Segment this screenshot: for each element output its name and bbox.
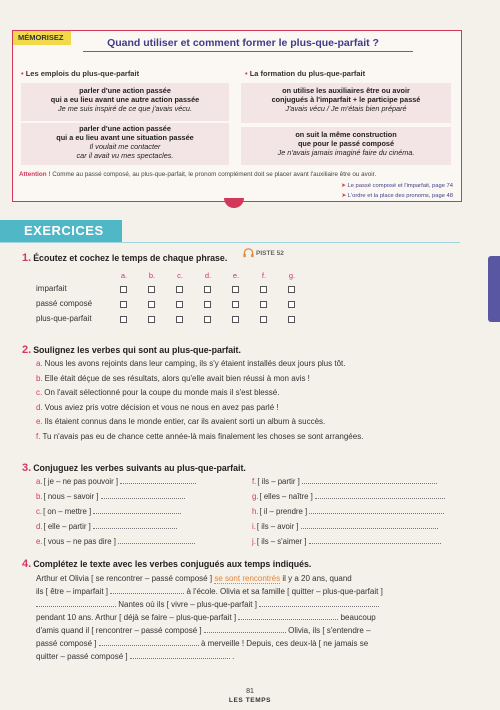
conjugation-item: g.[ elles – naître ] — [252, 492, 445, 501]
exercise-sentence: a. Nous les avons rejoints dans leur camping, ils s'y étaient installés deux jours plus tôt. — [36, 359, 346, 368]
answer-blank[interactable] — [101, 498, 186, 499]
grid-column-letter: a. — [120, 271, 128, 280]
conjugation-item: d.[ elle – partir ] — [36, 522, 177, 531]
tense-checkbox[interactable] — [176, 316, 183, 323]
exercise-sentence: c. On l'avait sélectionné pour la coupe du monde mais il s'est blessé. — [36, 388, 280, 397]
cross-reference-link[interactable]: ➤ Le passé composé et l'imparfait, page 74 — [341, 183, 453, 189]
answer-blank[interactable] — [110, 586, 184, 594]
tense-checkbox[interactable] — [288, 301, 295, 308]
tense-checkbox[interactable] — [232, 316, 239, 323]
conjugation-item: j.[ ils – s'aimer ] — [252, 537, 441, 546]
audio-track-label[interactable]: PISTE 52 — [256, 250, 284, 257]
grid-column-letter: f. — [261, 271, 267, 280]
answer-example: se sont rencontrés — [214, 574, 281, 583]
answer-blank[interactable] — [309, 513, 444, 514]
tense-checkbox[interactable] — [204, 286, 211, 293]
answer-blank[interactable] — [301, 528, 438, 529]
grid-row-label: imparfait — [36, 284, 67, 293]
memo-tab-decoration — [224, 198, 244, 208]
tense-checkbox[interactable] — [204, 316, 211, 323]
exercise-3-title: 3. Conjuguez les verbes suivants au plus-que-parfait. — [22, 462, 246, 474]
answer-blank[interactable] — [259, 599, 379, 607]
chapter-title: LES TEMPS — [228, 697, 272, 704]
exercise-sentence: f. Tu n'avais pas eu de chance cette année-là mais finalement les choses se sont arrangées. — [36, 431, 364, 441]
tense-checkbox[interactable] — [204, 301, 211, 308]
left-column-heading: • Les emplois du plus-que-parfait — [21, 69, 140, 78]
tense-checkbox[interactable] — [120, 286, 127, 293]
conjugation-item: b.[ nous – savoir ] — [36, 492, 185, 501]
exercise-4-text: Nantes où ils [ vivre – plus-que-parfait ] — [36, 598, 379, 611]
grid-column-letter: c. — [177, 271, 183, 280]
divider — [83, 51, 413, 52]
tense-checkbox[interactable] — [232, 301, 239, 308]
exercise-sentence: d. Vous aviez pris votre décision et vous ne nous en avez pas parlé ! — [36, 402, 279, 412]
exercise-4-text: Arthur et Olivia [ se rencontrer – passé composé ] se sont rencontrés il y a 20 ans, quand — [36, 574, 352, 583]
attention-note: Attention ! Comme au passé composé, au plus-que-parfait, le pronom complément doit se placer avant l'auxiliaire être ou avoir. — [19, 171, 377, 178]
tense-checkbox[interactable] — [148, 286, 155, 293]
exercise-sentence: e. Ils étaient connus dans le monde entier, car ils avaient sorti un album à succès. — [36, 417, 326, 426]
tense-checkbox[interactable] — [288, 316, 295, 323]
answer-blank[interactable] — [93, 528, 178, 529]
rule-box: parler d'une action passée qui a eu lieu avant une situation passée Il voulait me contacter car il avait vu mes spectacles. — [21, 123, 229, 165]
exercises-banner: EXERCICES — [0, 220, 122, 242]
tense-checkbox[interactable] — [176, 286, 183, 293]
exercise-2-title: 2. Soulignez les verbes qui sont au plus-que-parfait. — [22, 344, 241, 356]
conjugation-item: a.[ je – ne pas pouvoir ] — [36, 477, 196, 486]
answer-blank[interactable] — [238, 612, 338, 620]
page-number: 81 — [246, 688, 254, 695]
tense-checkbox[interactable] — [260, 316, 267, 323]
answer-blank[interactable] — [204, 625, 286, 633]
answer-blank[interactable] — [309, 543, 442, 544]
grid-column-letter: b. — [148, 271, 156, 280]
tense-checkbox[interactable] — [288, 286, 295, 293]
exercise-1-title: 1. Écoutez et cochez le temps de chaque phrase. — [22, 252, 228, 264]
memorize-box — [12, 30, 462, 202]
rule-box: on utilise les auxiliaires être ou avoir conjugués à l'imparfait + le participe passé J'avais vécu / Je m'étais bien préparé — [241, 83, 451, 123]
answer-blank[interactable] — [99, 638, 199, 646]
conjugation-item: f.[ ils – partir ] — [252, 477, 437, 486]
chapter-side-tab — [488, 256, 500, 322]
tense-checkbox[interactable] — [232, 286, 239, 293]
grid-row-label: plus-que-parfait — [36, 314, 92, 323]
exercise-4-text: passé composé ] à merveille ! Depuis, ces deux-là [ ne jamais se — [36, 639, 369, 648]
exercise-4-text: d'amis quand il [ rencontrer – passé composé ] Olivia, ils [ s'entendre – — [36, 626, 371, 635]
conjugation-item: e.[ vous – ne pas dire ] — [36, 537, 195, 546]
tense-checkbox[interactable] — [148, 316, 155, 323]
divider — [0, 242, 460, 243]
exercise-4-text: pendant 10 ans. Arthur [ déjà se faire – plus-que-parfait ] beaucoup — [36, 613, 376, 622]
tense-checkbox[interactable] — [120, 316, 127, 323]
rule-box: on suit la même construction que pour le passé composé Je n'avais jamais imaginé faire du cinéma. — [241, 127, 451, 165]
answer-blank[interactable] — [120, 483, 196, 484]
tense-checkbox[interactable] — [176, 301, 183, 308]
answer-blank[interactable] — [315, 498, 445, 499]
answer-blank[interactable] — [36, 599, 116, 607]
conjugation-item: h.[ il – prendre ] — [252, 507, 444, 516]
conjugation-item: i.[ ils – avoir ] — [252, 522, 438, 531]
grid-column-letter: d. — [204, 271, 212, 280]
cross-reference-link[interactable]: ➤ L'ordre et la place des pronoms, page 48 — [341, 193, 453, 199]
answer-blank[interactable] — [302, 483, 437, 484]
answer-blank[interactable] — [130, 651, 230, 659]
rule-box: parler d'une action passée qui a eu lieu avant une autre action passée Je me suis inspiré de ce que j'avais vécu. — [21, 83, 229, 121]
exercise-sentence: b. Elle était déçue de ses résultats, alors qu'elle avait bien réussi à mon avis ! — [36, 373, 310, 383]
headphones-icon — [243, 248, 254, 258]
grid-column-letter: e. — [232, 271, 240, 280]
grid-column-letter: g. — [288, 271, 296, 280]
exercise-4-text: ils [ être – imparfait ] à l'école. Olivia et sa famille [ quitter – plus-que-parfait ] — [36, 587, 383, 596]
exercise-4-text: quitter – passé composé ] . — [36, 652, 235, 661]
memorize-tag: MÉMORISEZ — [13, 31, 71, 45]
tense-checkbox[interactable] — [260, 286, 267, 293]
tense-checkbox[interactable] — [120, 301, 127, 308]
right-column-heading: • La formation du plus-que-parfait — [245, 69, 366, 78]
grid-row-label: passé composé — [36, 299, 93, 308]
tense-checkbox[interactable] — [148, 301, 155, 308]
tense-checkbox[interactable] — [260, 301, 267, 308]
memo-title: Quand utiliser et comment former le plus-que-parfait ? — [107, 37, 379, 49]
conjugation-item: c.[ on – mettre ] — [36, 507, 181, 516]
answer-blank[interactable] — [118, 543, 195, 544]
answer-blank[interactable] — [93, 513, 181, 514]
exercise-4-title: 4. Complétez le texte avec les verbes conjugués aux temps indiqués. — [22, 558, 312, 570]
